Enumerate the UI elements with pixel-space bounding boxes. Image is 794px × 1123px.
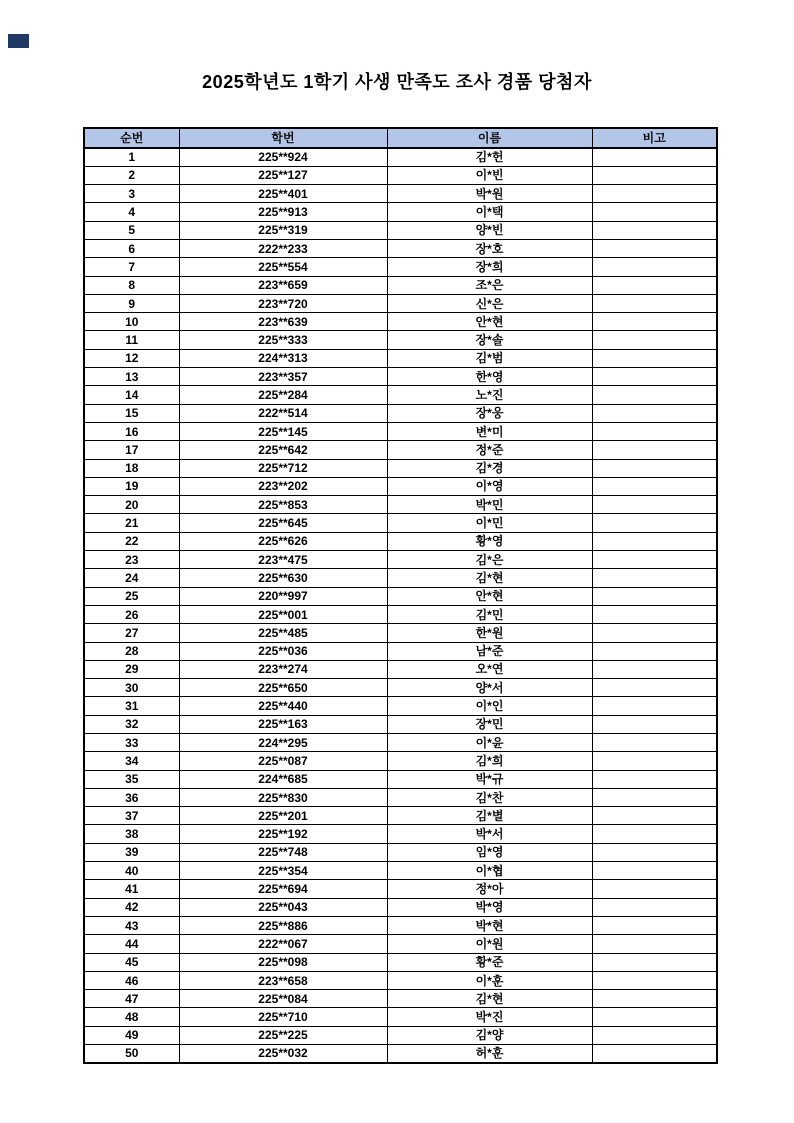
cell-student-id: 225**886 xyxy=(179,916,387,934)
cell-no: 30 xyxy=(84,679,179,697)
cell-note xyxy=(592,1008,717,1026)
cell-name: 이*인 xyxy=(387,697,592,715)
table-row xyxy=(84,349,717,367)
cell-student-id: 225**192 xyxy=(179,825,387,843)
cell-no: 23 xyxy=(84,551,179,569)
cell-no: 17 xyxy=(84,441,179,459)
cell-name: 변*미 xyxy=(387,422,592,440)
cell-student-id: 225**630 xyxy=(179,569,387,587)
cell-note xyxy=(592,971,717,989)
cell-note xyxy=(592,477,717,495)
cell-name: 장*희 xyxy=(387,258,592,276)
table-row xyxy=(84,880,717,898)
page-title: 2025학년도 1학기 사생 만족도 조사 경품 당첨자 xyxy=(202,72,592,92)
cell-no: 26 xyxy=(84,605,179,623)
table-row xyxy=(84,313,717,331)
cell-name: 이*협 xyxy=(387,862,592,880)
header-name: 이름 xyxy=(387,128,592,148)
cell-name: 박*영 xyxy=(387,898,592,916)
table-row xyxy=(84,770,717,788)
cell-student-id: 225**645 xyxy=(179,514,387,532)
cell-student-id: 223**357 xyxy=(179,368,387,386)
cell-student-id: 224**295 xyxy=(179,734,387,752)
cell-student-id: 225**098 xyxy=(179,953,387,971)
cell-note xyxy=(592,697,717,715)
cell-no: 20 xyxy=(84,496,179,514)
table-row xyxy=(84,843,717,861)
table-row xyxy=(84,807,717,825)
cell-name: 이*영 xyxy=(387,477,592,495)
header-row xyxy=(84,128,717,148)
cell-student-id: 225**712 xyxy=(179,459,387,477)
table-row xyxy=(84,166,717,184)
cell-name: 이*훈 xyxy=(387,971,592,989)
cell-note xyxy=(592,990,717,1008)
cell-name: 장*웅 xyxy=(387,404,592,422)
table-row xyxy=(84,331,717,349)
table-row xyxy=(84,203,717,221)
cell-student-id: 225**554 xyxy=(179,258,387,276)
cell-name: 양*빈 xyxy=(387,221,592,239)
cell-name: 이*윤 xyxy=(387,734,592,752)
cell-no: 6 xyxy=(84,239,179,257)
cell-no: 24 xyxy=(84,569,179,587)
cell-name: 박*민 xyxy=(387,496,592,514)
cell-no: 22 xyxy=(84,532,179,550)
cell-name: 이*원 xyxy=(387,935,592,953)
cell-name: 김*별 xyxy=(387,807,592,825)
cell-note xyxy=(592,788,717,806)
cell-no: 45 xyxy=(84,953,179,971)
cell-note xyxy=(592,532,717,550)
cell-student-id: 225**127 xyxy=(179,166,387,184)
cell-note xyxy=(592,258,717,276)
table-row xyxy=(84,1045,717,1063)
cell-note xyxy=(592,880,717,898)
cell-student-id: 225**333 xyxy=(179,331,387,349)
cell-note xyxy=(592,313,717,331)
cell-name: 박*원 xyxy=(387,185,592,203)
cell-no: 42 xyxy=(84,898,179,916)
cell-name: 김*은 xyxy=(387,551,592,569)
cell-name: 안*현 xyxy=(387,313,592,331)
cell-student-id: 225**043 xyxy=(179,898,387,916)
table-row xyxy=(84,221,717,239)
cell-student-id: 222**067 xyxy=(179,935,387,953)
cell-no: 38 xyxy=(84,825,179,843)
cell-no: 34 xyxy=(84,752,179,770)
cell-note xyxy=(592,752,717,770)
winners-table xyxy=(83,127,718,1064)
cell-name: 박*현 xyxy=(387,916,592,934)
cell-name: 한*원 xyxy=(387,624,592,642)
cell-note xyxy=(592,166,717,184)
cell-no: 7 xyxy=(84,258,179,276)
cell-no: 37 xyxy=(84,807,179,825)
cell-note xyxy=(592,203,717,221)
cell-no: 18 xyxy=(84,459,179,477)
cell-student-id: 220**997 xyxy=(179,587,387,605)
cell-no: 33 xyxy=(84,734,179,752)
cell-name: 한*영 xyxy=(387,368,592,386)
cell-student-id: 225**830 xyxy=(179,788,387,806)
table-row xyxy=(84,660,717,678)
cell-no: 10 xyxy=(84,313,179,331)
cell-no: 19 xyxy=(84,477,179,495)
cell-no: 3 xyxy=(84,185,179,203)
table-row xyxy=(84,971,717,989)
table-row xyxy=(84,734,717,752)
cell-note xyxy=(592,1026,717,1044)
cell-name: 임*영 xyxy=(387,843,592,861)
cell-name: 안*현 xyxy=(387,587,592,605)
table-body xyxy=(84,148,717,1063)
cell-student-id: 222**514 xyxy=(179,404,387,422)
cell-name: 장*민 xyxy=(387,715,592,733)
cell-name: 황*영 xyxy=(387,532,592,550)
cell-student-id: 225**032 xyxy=(179,1045,387,1063)
table-row xyxy=(84,898,717,916)
cell-note xyxy=(592,386,717,404)
cell-no: 49 xyxy=(84,1026,179,1044)
cell-no: 36 xyxy=(84,788,179,806)
cell-note xyxy=(592,825,717,843)
cell-student-id: 225**913 xyxy=(179,203,387,221)
cell-name: 오*연 xyxy=(387,660,592,678)
cell-student-id: 225**036 xyxy=(179,642,387,660)
cell-note xyxy=(592,239,717,257)
cell-name: 김*희 xyxy=(387,752,592,770)
cell-no: 29 xyxy=(84,660,179,678)
cell-name: 장*호 xyxy=(387,239,592,257)
cell-student-id: 225**694 xyxy=(179,880,387,898)
table-row xyxy=(84,477,717,495)
table-row xyxy=(84,148,717,166)
cell-no: 41 xyxy=(84,880,179,898)
cell-no: 46 xyxy=(84,971,179,989)
cell-name: 양*서 xyxy=(387,679,592,697)
cell-no: 13 xyxy=(84,368,179,386)
table-row xyxy=(84,441,717,459)
table-row xyxy=(84,916,717,934)
cell-student-id: 223**202 xyxy=(179,477,387,495)
cell-no: 16 xyxy=(84,422,179,440)
cell-no: 43 xyxy=(84,916,179,934)
cell-student-id: 225**319 xyxy=(179,221,387,239)
cell-student-id: 225**650 xyxy=(179,679,387,697)
table-row xyxy=(84,605,717,623)
table-row xyxy=(84,422,717,440)
cell-note xyxy=(592,843,717,861)
cell-no: 47 xyxy=(84,990,179,1008)
cell-no: 50 xyxy=(84,1045,179,1063)
cell-name: 이*민 xyxy=(387,514,592,532)
cell-note xyxy=(592,569,717,587)
cell-student-id: 225**225 xyxy=(179,1026,387,1044)
cell-student-id: 225**001 xyxy=(179,605,387,623)
table-row xyxy=(84,368,717,386)
cell-no: 4 xyxy=(84,203,179,221)
cell-student-id: 225**710 xyxy=(179,1008,387,1026)
cell-no: 39 xyxy=(84,843,179,861)
cell-student-id: 225**145 xyxy=(179,422,387,440)
table-row xyxy=(84,587,717,605)
cell-name: 황*준 xyxy=(387,953,592,971)
cell-note xyxy=(592,459,717,477)
cell-note xyxy=(592,422,717,440)
cell-student-id: 225**084 xyxy=(179,990,387,1008)
cell-student-id: 225**853 xyxy=(179,496,387,514)
cell-name: 남*준 xyxy=(387,642,592,660)
cell-no: 48 xyxy=(84,1008,179,1026)
cell-note xyxy=(592,642,717,660)
cell-note xyxy=(592,551,717,569)
table-row xyxy=(84,532,717,550)
table-row xyxy=(84,715,717,733)
cell-name: 조*은 xyxy=(387,276,592,294)
cell-note xyxy=(592,715,717,733)
cell-note xyxy=(592,898,717,916)
corner-mark xyxy=(8,34,29,48)
cell-name: 김*헌 xyxy=(387,148,592,166)
table-row xyxy=(84,1026,717,1044)
cell-name: 김*양 xyxy=(387,1026,592,1044)
table-row xyxy=(84,239,717,257)
table-row xyxy=(84,990,717,1008)
cell-note xyxy=(592,331,717,349)
cell-note xyxy=(592,679,717,697)
table-row xyxy=(84,642,717,660)
cell-name: 김*민 xyxy=(387,605,592,623)
cell-no: 12 xyxy=(84,349,179,367)
cell-note xyxy=(592,404,717,422)
cell-note xyxy=(592,1045,717,1063)
cell-student-id: 225**748 xyxy=(179,843,387,861)
cell-note xyxy=(592,770,717,788)
cell-note xyxy=(592,349,717,367)
header-no: 순번 xyxy=(84,128,179,148)
cell-student-id: 223**639 xyxy=(179,313,387,331)
table-row xyxy=(84,551,717,569)
table-row xyxy=(84,862,717,880)
cell-note xyxy=(592,807,717,825)
cell-name: 박*규 xyxy=(387,770,592,788)
cell-no: 15 xyxy=(84,404,179,422)
table-row xyxy=(84,514,717,532)
table-row xyxy=(84,276,717,294)
cell-name: 박*서 xyxy=(387,825,592,843)
cell-student-id: 225**201 xyxy=(179,807,387,825)
cell-student-id: 225**163 xyxy=(179,715,387,733)
cell-student-id: 224**313 xyxy=(179,349,387,367)
cell-no: 27 xyxy=(84,624,179,642)
cell-no: 5 xyxy=(84,221,179,239)
table-row xyxy=(84,935,717,953)
cell-student-id: 223**274 xyxy=(179,660,387,678)
cell-name: 허*훈 xyxy=(387,1045,592,1063)
cell-student-id: 225**626 xyxy=(179,532,387,550)
cell-no: 21 xyxy=(84,514,179,532)
cell-note xyxy=(592,605,717,623)
cell-student-id: 223**658 xyxy=(179,971,387,989)
cell-name: 김*현 xyxy=(387,990,592,1008)
cell-note xyxy=(592,734,717,752)
header-id: 학번 xyxy=(179,128,387,148)
cell-name: 신*은 xyxy=(387,294,592,312)
cell-no: 44 xyxy=(84,935,179,953)
cell-note xyxy=(592,514,717,532)
cell-name: 노*진 xyxy=(387,386,592,404)
cell-student-id: 225**354 xyxy=(179,862,387,880)
cell-name: 김*현 xyxy=(387,569,592,587)
cell-name: 이*빈 xyxy=(387,166,592,184)
cell-name: 이*택 xyxy=(387,203,592,221)
cell-no: 1 xyxy=(84,148,179,166)
table-row xyxy=(84,679,717,697)
table-row xyxy=(84,294,717,312)
cell-no: 40 xyxy=(84,862,179,880)
cell-name: 김*경 xyxy=(387,459,592,477)
cell-no: 28 xyxy=(84,642,179,660)
table-row xyxy=(84,697,717,715)
cell-note xyxy=(592,953,717,971)
table-row xyxy=(84,404,717,422)
table-row xyxy=(84,624,717,642)
cell-note xyxy=(592,916,717,934)
cell-student-id: 225**401 xyxy=(179,185,387,203)
table-row xyxy=(84,258,717,276)
cell-student-id: 222**233 xyxy=(179,239,387,257)
cell-note xyxy=(592,276,717,294)
cell-student-id: 223**659 xyxy=(179,276,387,294)
cell-no: 32 xyxy=(84,715,179,733)
cell-no: 31 xyxy=(84,697,179,715)
cell-no: 14 xyxy=(84,386,179,404)
cell-name: 박*진 xyxy=(387,1008,592,1026)
cell-no: 8 xyxy=(84,276,179,294)
cell-no: 35 xyxy=(84,770,179,788)
cell-note xyxy=(592,660,717,678)
cell-student-id: 225**485 xyxy=(179,624,387,642)
cell-note xyxy=(592,441,717,459)
table-row xyxy=(84,496,717,514)
cell-student-id: 225**284 xyxy=(179,386,387,404)
table-row xyxy=(84,459,717,477)
cell-name: 정*아 xyxy=(387,880,592,898)
cell-note xyxy=(592,148,717,166)
cell-student-id: 224**685 xyxy=(179,770,387,788)
table-row xyxy=(84,788,717,806)
table-row xyxy=(84,1008,717,1026)
cell-note xyxy=(592,587,717,605)
cell-name: 정*준 xyxy=(387,441,592,459)
cell-student-id: 225**642 xyxy=(179,441,387,459)
table-row xyxy=(84,825,717,843)
table-row xyxy=(84,752,717,770)
table-row xyxy=(84,185,717,203)
cell-no: 9 xyxy=(84,294,179,312)
cell-note xyxy=(592,368,717,386)
cell-no: 11 xyxy=(84,331,179,349)
cell-student-id: 225**087 xyxy=(179,752,387,770)
table-row xyxy=(84,386,717,404)
cell-student-id: 225**924 xyxy=(179,148,387,166)
cell-student-id: 225**440 xyxy=(179,697,387,715)
cell-no: 25 xyxy=(84,587,179,605)
cell-note xyxy=(592,185,717,203)
cell-name: 김*찬 xyxy=(387,788,592,806)
table-row xyxy=(84,953,717,971)
cell-note xyxy=(592,624,717,642)
header-note: 비고 xyxy=(592,128,717,148)
table-row xyxy=(84,569,717,587)
cell-student-id: 223**720 xyxy=(179,294,387,312)
cell-no: 2 xyxy=(84,166,179,184)
cell-note xyxy=(592,294,717,312)
cell-note xyxy=(592,935,717,953)
cell-name: 김*범 xyxy=(387,349,592,367)
cell-note xyxy=(592,862,717,880)
cell-note xyxy=(592,221,717,239)
cell-name: 장*솔 xyxy=(387,331,592,349)
cell-note xyxy=(592,496,717,514)
cell-student-id: 223**475 xyxy=(179,551,387,569)
